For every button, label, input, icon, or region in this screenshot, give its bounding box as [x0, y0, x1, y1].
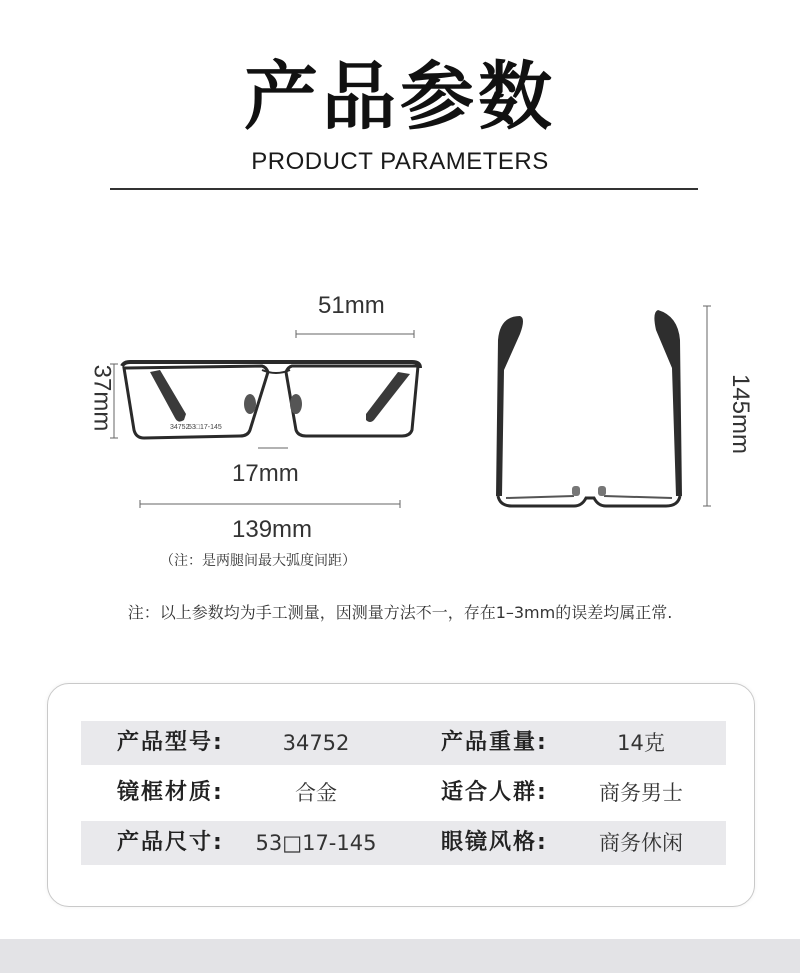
- spec-row: [81, 821, 726, 865]
- spec-value: 商务休闲: [599, 831, 683, 855]
- spec-row: [81, 771, 726, 815]
- spec-row: [81, 721, 726, 765]
- frame-print-right: 53□17-145: [188, 424, 222, 431]
- spec-label: 适合人群:: [441, 780, 548, 805]
- spec-value: 合金: [295, 781, 337, 805]
- spec-label: 产品重量:: [441, 730, 548, 755]
- glasses-front-view: [122, 362, 420, 438]
- top-right-temple: [654, 310, 682, 496]
- spec-label: 产品型号:: [117, 730, 224, 755]
- spec-card: [47, 683, 755, 907]
- frame-width-label: 139mm: [232, 516, 313, 543]
- spec-label: 镜框材质:: [117, 780, 224, 805]
- spec-value: 商务男士: [599, 781, 683, 805]
- lens-height-label: 37mm: [88, 364, 116, 432]
- temple-length-label: 145mm: [727, 373, 755, 455]
- footer-band: [0, 939, 800, 973]
- spec-label: 眼镜风格:: [441, 830, 548, 855]
- frame-width-note: （注：是两腿间最大弧度间距）: [160, 553, 356, 569]
- page-title: 产品参数: [244, 54, 556, 140]
- left-temple: [150, 370, 186, 422]
- frame-print-left: 34752: [170, 424, 190, 431]
- top-right-pad: [598, 486, 606, 496]
- glasses-top-view: [496, 310, 682, 506]
- spec-label: 产品尺寸:: [117, 830, 224, 855]
- right-temple: [366, 372, 410, 422]
- left-nose-pad: [244, 394, 256, 414]
- page-subtitle: PRODUCT PARAMETERS: [251, 148, 549, 175]
- spec-value: 34752: [282, 731, 350, 755]
- bridge-label: 17mm: [232, 460, 299, 487]
- dimension-lines: [110, 306, 711, 508]
- top-left-temple: [496, 316, 523, 496]
- right-nose-pad: [290, 394, 302, 414]
- spec-value: 14克: [617, 731, 665, 755]
- top-left-pad: [572, 486, 580, 496]
- spec-value: 53□17-145: [255, 831, 377, 855]
- lens-width-label: 51mm: [318, 292, 385, 319]
- measurement-note: 注：以上参数均为手工测量，因测量方法不一，存在1–3mm的误差均属正常.: [127, 603, 673, 622]
